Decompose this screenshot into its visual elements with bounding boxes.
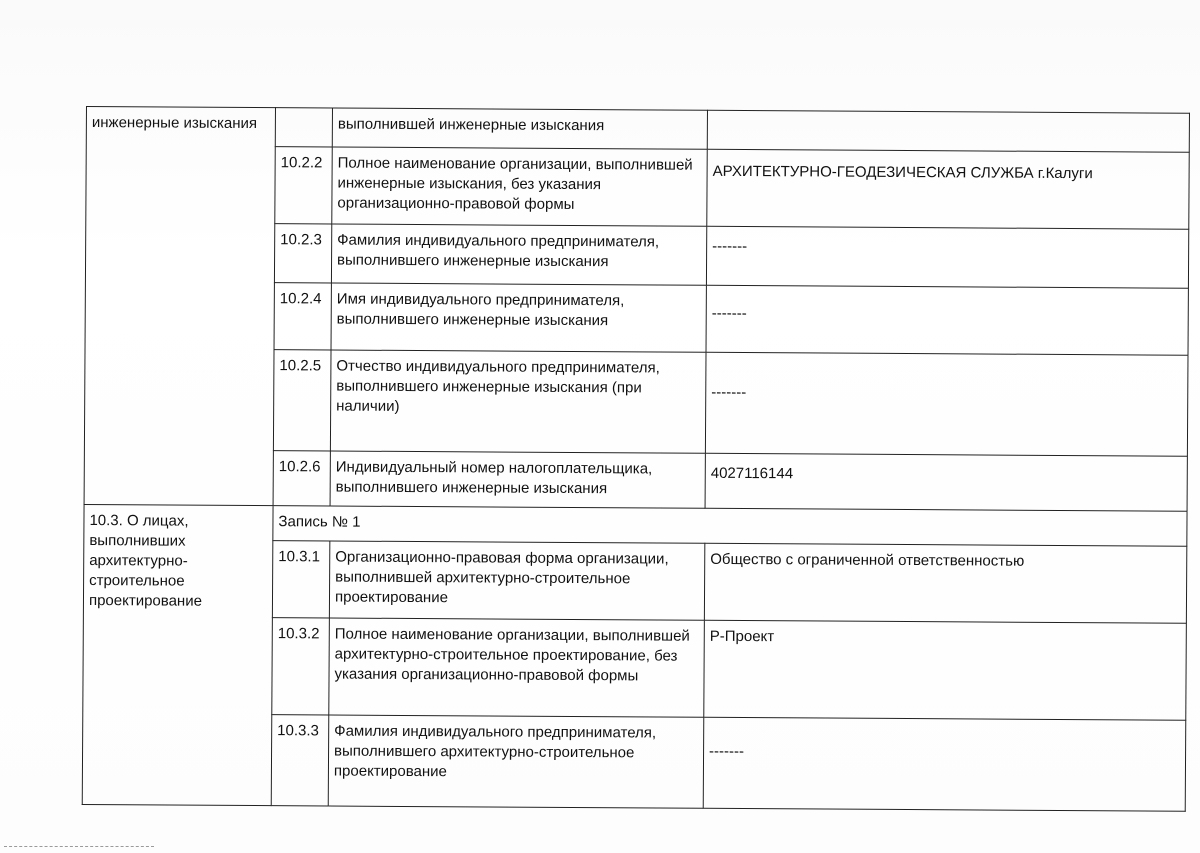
row-label: Отчество индивидуального предпринимателя, выполнившего инженерные изыскания (при наличии) [330, 350, 706, 453]
row-value: ------- [706, 226, 1188, 288]
row-number: 10.2.2 [275, 147, 332, 224]
row-value: Р-Проект [704, 620, 1187, 720]
row-value [707, 110, 1189, 152]
row-number: 10.2.3 [274, 224, 331, 283]
row-value: ------- [705, 352, 1188, 456]
row-value: АРХИТЕКТУРНО-ГЕОДЕЗИЧЕСКАЯ СЛУЖБА г.Калуги [707, 149, 1189, 229]
row-number [275, 108, 332, 147]
row-number: 10.2.5 [273, 350, 331, 451]
row-value: ------- [706, 285, 1188, 355]
row-number: 10.2.6 [273, 451, 330, 506]
row-label: Полное наименование организации, выполнившей инженерные изыскания, без указания организационно-правовой формы [332, 147, 707, 226]
row-label: выполнившей инженерные изыскания [332, 108, 707, 149]
section-title-architectural-design: 10.3. О лицах, выполнивших архитектурно-строительное проектирование [82, 504, 273, 805]
scan-edge-mark [4, 846, 154, 849]
record-label: Запись № 1 [273, 506, 1187, 547]
document-table [82, 106, 1190, 812]
row-number: 10.2.4 [274, 283, 331, 350]
row-label: Организационно-правовая форма организации, выполнившей архитектурно-строительное проектирование [329, 541, 704, 620]
row-label: Фамилия индивидуального предпринимателя, выполнившего архитектурно-строительное проектирование [328, 715, 704, 808]
table-row [84, 504, 1187, 546]
row-label: Индивидуальный номер налогоплательщика, выполнившего инженерные изыскания [330, 451, 705, 508]
table-row [86, 107, 1189, 153]
row-value: ------- [703, 717, 1186, 811]
row-value: Общество с ограниченной ответственностью [704, 543, 1186, 623]
section-title-engineering-surveys: инженерные изыскания [84, 107, 275, 506]
row-number: 10.3.3 [271, 715, 329, 806]
row-value: 4027116144 [705, 453, 1187, 511]
row-label: Фамилия индивидуального предпринимателя, выполнившего инженерные изыскания [331, 224, 706, 285]
row-label: Имя индивидуального предпринимателя, выполнившего инженерные изыскания [331, 283, 706, 352]
row-number: 10.3.1 [272, 541, 329, 618]
row-label: Полное наименование организации, выполнившей архитектурно-строительное проектирование, без указания организационно-правовой формы [329, 618, 705, 717]
row-number: 10.3.2 [272, 618, 330, 715]
